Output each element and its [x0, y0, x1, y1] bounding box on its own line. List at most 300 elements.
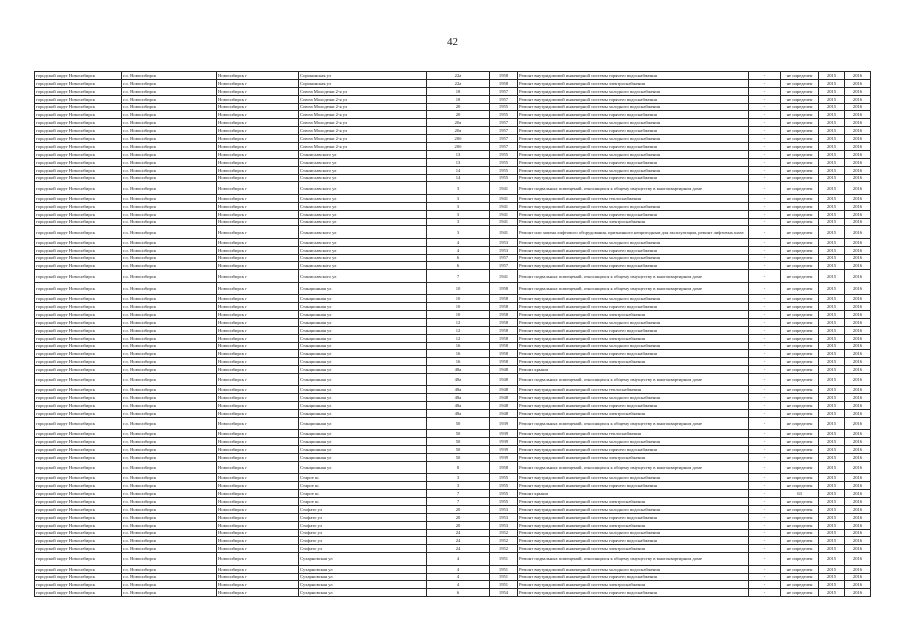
- end-year-cell: 2016: [845, 474, 871, 482]
- municipal-district-cell: городской округ Новосибирск: [35, 474, 122, 482]
- cost-cell: не определен: [781, 150, 819, 158]
- municipal-district-cell: городской округ Новосибирск: [35, 366, 122, 374]
- street-cell: Стофато ул: [299, 545, 427, 553]
- house-number-cell: 16: [427, 350, 490, 358]
- locality-cell: Новосибирск г: [217, 119, 299, 127]
- dash-cell: -: [749, 310, 781, 318]
- start-year-cell: 2015: [819, 87, 845, 95]
- municipal-district-cell: городской округ Новосибирск: [35, 150, 122, 158]
- start-year-cell: 2015: [819, 150, 845, 158]
- cost-cell: не определен: [781, 545, 819, 553]
- start-year-cell: 2015: [819, 553, 845, 565]
- locality-cell: Новосибирск г: [217, 482, 299, 490]
- cost-cell: не определен: [781, 342, 819, 350]
- municipal-district-cell: городской округ Новосибирск: [35, 174, 122, 182]
- end-year-cell: 2016: [845, 262, 871, 270]
- table-row: [35, 529, 871, 537]
- house-number-cell: 10: [427, 310, 490, 318]
- locality-cell: Новосибирск г: [217, 135, 299, 143]
- end-year-cell: 2016: [845, 505, 871, 513]
- end-year-cell: 2016: [845, 150, 871, 158]
- municipal-district-cell: городской округ Новосибирск: [35, 342, 122, 350]
- settlement-cell: г.о. Новосибирск: [122, 521, 217, 529]
- house-number-cell: 24: [427, 545, 490, 553]
- settlement-cell: г.о. Новосибирск: [122, 573, 217, 581]
- build-year-cell: 1957: [490, 119, 518, 127]
- cost-cell: не определен: [781, 334, 819, 342]
- house-number-cell: 3: [427, 226, 490, 238]
- street-cell: Станиславского ул: [299, 254, 427, 262]
- table-row: [35, 254, 871, 262]
- table-row: [35, 111, 871, 119]
- work-type-cell: Ремонт или замена лифтового оборудования, признанного непригодным для эксплуатации, ремонт лифтовых шахт: [518, 226, 749, 238]
- locality-cell: Новосибирск г: [217, 238, 299, 246]
- street-cell: Станционная ул: [299, 410, 427, 418]
- locality-cell: Новосибирск г: [217, 553, 299, 565]
- build-year-cell: 1955: [490, 490, 518, 498]
- dash-cell: -: [749, 513, 781, 521]
- build-year-cell: 1958: [490, 282, 518, 294]
- end-year-cell: 2016: [845, 446, 871, 454]
- end-year-cell: 2016: [845, 402, 871, 410]
- cost-cell: не определен: [781, 474, 819, 482]
- street-cell: Станиславского ул: [299, 174, 427, 182]
- house-number-cell: 50: [427, 418, 490, 430]
- table-row: [35, 374, 871, 386]
- work-type-cell: Ремонт внутридомовой инженерной системы электроснабжения: [518, 218, 749, 226]
- cost-cell: не определен: [781, 194, 819, 202]
- work-type-cell: Ремонт внутридомовой инженерной системы холодного водоснабжения: [518, 505, 749, 513]
- table-row: [35, 238, 871, 246]
- build-year-cell: 1941: [490, 226, 518, 238]
- start-year-cell: 2015: [819, 521, 845, 529]
- end-year-cell: 2016: [845, 461, 871, 473]
- dash-cell: -: [749, 303, 781, 311]
- start-year-cell: 2015: [819, 262, 845, 270]
- municipal-district-cell: городской округ Новосибирск: [35, 386, 122, 394]
- work-type-cell: Ремонт внутридомовой инженерной системы холодного водоснабжения: [518, 238, 749, 246]
- start-year-cell: 2015: [819, 474, 845, 482]
- table-row: [35, 454, 871, 462]
- house-number-cell: 20: [427, 521, 490, 529]
- municipal-district-cell: городской округ Новосибирск: [35, 194, 122, 202]
- table-row: [35, 150, 871, 158]
- street-cell: Станиславского ул: [299, 202, 427, 210]
- start-year-cell: 2015: [819, 282, 845, 294]
- municipal-district-cell: городской округ Новосибирск: [35, 505, 122, 513]
- house-number-cell: 13: [427, 150, 490, 158]
- table-row: [35, 402, 871, 410]
- work-type-cell: Ремонт внутридомовой инженерной системы теплоснабжения: [518, 430, 749, 438]
- house-number-cell: 50: [427, 438, 490, 446]
- house-number-cell: 16: [427, 358, 490, 366]
- cost-cell: не определен: [781, 202, 819, 210]
- house-number-cell: 48а: [427, 410, 490, 418]
- table-row: [35, 430, 871, 438]
- locality-cell: Новосибирск г: [217, 573, 299, 581]
- municipal-district-cell: городской округ Новосибирск: [35, 262, 122, 270]
- dash-cell: -: [749, 326, 781, 334]
- dash-cell: -: [749, 394, 781, 402]
- municipal-district-cell: городской округ Новосибирск: [35, 270, 122, 282]
- settlement-cell: г.о. Новосибирск: [122, 303, 217, 311]
- build-year-cell: 1953: [490, 505, 518, 513]
- street-cell: Станционная ул: [299, 318, 427, 326]
- build-year-cell: 1939: [490, 438, 518, 446]
- capital-repair-table: [34, 71, 871, 597]
- house-number-cell: 20б: [427, 143, 490, 151]
- end-year-cell: 2016: [845, 366, 871, 374]
- dash-cell: -: [749, 174, 781, 182]
- dash-cell: -: [749, 95, 781, 103]
- street-cell: Станционная ул: [299, 374, 427, 386]
- settlement-cell: г.о. Новосибирск: [122, 505, 217, 513]
- start-year-cell: 2015: [819, 119, 845, 127]
- start-year-cell: 2015: [819, 342, 845, 350]
- dash-cell: -: [749, 202, 781, 210]
- locality-cell: Новосибирск г: [217, 418, 299, 430]
- work-type-cell: Ремонт внутридомовой инженерной системы электроснабжения: [518, 454, 749, 462]
- street-cell: Станционная ул: [299, 430, 427, 438]
- locality-cell: Новосибирск г: [217, 581, 299, 589]
- street-cell: Станционная ул: [299, 334, 427, 342]
- start-year-cell: 2015: [819, 254, 845, 262]
- street-cell: Станционная ул: [299, 438, 427, 446]
- street-cell: Сухарновская ул: [299, 553, 427, 565]
- start-year-cell: 2015: [819, 174, 845, 182]
- locality-cell: Новосибирск г: [217, 166, 299, 174]
- build-year-cell: 1958: [490, 318, 518, 326]
- locality-cell: Новосибирск г: [217, 254, 299, 262]
- house-number-cell: 10: [427, 295, 490, 303]
- build-year-cell: 1958: [490, 350, 518, 358]
- end-year-cell: 2016: [845, 103, 871, 111]
- build-year-cell: 1955: [490, 498, 518, 506]
- start-year-cell: 2015: [819, 394, 845, 402]
- build-year-cell: 1948: [490, 386, 518, 394]
- dash-cell: -: [749, 210, 781, 218]
- municipal-district-cell: городской округ Новосибирск: [35, 143, 122, 151]
- dash-cell: -: [749, 270, 781, 282]
- work-type-cell: Ремонт внутридомовой инженерной системы холодного водоснабжения: [518, 529, 749, 537]
- end-year-cell: 2016: [845, 410, 871, 418]
- end-year-cell: 2016: [845, 72, 871, 80]
- street-cell: Станиславского ул: [299, 218, 427, 226]
- municipal-district-cell: городской округ Новосибирск: [35, 589, 122, 597]
- start-year-cell: 2015: [819, 589, 845, 597]
- street-cell: Станиславского ул: [299, 166, 427, 174]
- table-row: [35, 342, 871, 350]
- work-type-cell: Ремонт внутридомовой инженерной системы холодного водоснабжения: [518, 318, 749, 326]
- build-year-cell: 1957: [490, 135, 518, 143]
- dash-cell: -: [749, 72, 781, 80]
- cost-cell: не определен: [781, 143, 819, 151]
- cost-cell: не определен: [781, 438, 819, 446]
- start-year-cell: 2015: [819, 182, 845, 194]
- build-year-cell: 1958: [490, 303, 518, 311]
- start-year-cell: 2015: [819, 386, 845, 394]
- dash-cell: -: [749, 529, 781, 537]
- house-number-cell: 20: [427, 111, 490, 119]
- house-number-cell: 4: [427, 581, 490, 589]
- start-year-cell: 2015: [819, 226, 845, 238]
- locality-cell: Новосибирск г: [217, 318, 299, 326]
- start-year-cell: 2015: [819, 95, 845, 103]
- work-type-cell: Ремонт подвальных помещений, относящихся к общему имуществу в многоквартирном доме: [518, 418, 749, 430]
- end-year-cell: 2016: [845, 589, 871, 597]
- start-year-cell: 2015: [819, 238, 845, 246]
- settlement-cell: г.о. Новосибирск: [122, 218, 217, 226]
- house-number-cell: 20а: [427, 119, 490, 127]
- work-type-cell: Ремонт внутридомовой инженерной системы горячего водоснабжения: [518, 127, 749, 135]
- municipal-district-cell: городской округ Новосибирск: [35, 513, 122, 521]
- cost-cell: не определен: [781, 238, 819, 246]
- build-year-cell: 1948: [490, 402, 518, 410]
- cost-cell: не определен: [781, 418, 819, 430]
- table-row: [35, 438, 871, 446]
- locality-cell: Новосибирск г: [217, 103, 299, 111]
- work-type-cell: Ремонт внутридомовой инженерной системы холодного водоснабжения: [518, 135, 749, 143]
- build-year-cell: 1957: [490, 95, 518, 103]
- cost-cell: не определен: [781, 573, 819, 581]
- locality-cell: Новосибирск г: [217, 461, 299, 473]
- start-year-cell: 2015: [819, 402, 845, 410]
- municipal-district-cell: городской округ Новосибирск: [35, 79, 122, 87]
- dash-cell: -: [749, 573, 781, 581]
- municipal-district-cell: городской округ Новосибирск: [35, 95, 122, 103]
- end-year-cell: 2016: [845, 565, 871, 573]
- cost-cell: не определен: [781, 174, 819, 182]
- start-year-cell: 2015: [819, 498, 845, 506]
- street-cell: Станиславского ул: [299, 262, 427, 270]
- locality-cell: Новосибирск г: [217, 246, 299, 254]
- table-body: [35, 72, 871, 597]
- end-year-cell: 2016: [845, 513, 871, 521]
- end-year-cell: 2016: [845, 490, 871, 498]
- cost-cell: не определен: [781, 374, 819, 386]
- table-row: [35, 72, 871, 80]
- start-year-cell: 2015: [819, 461, 845, 473]
- start-year-cell: 2015: [819, 482, 845, 490]
- dash-cell: -: [749, 565, 781, 573]
- cost-cell: не определен: [781, 454, 819, 462]
- locality-cell: Новосибирск г: [217, 282, 299, 294]
- build-year-cell: 1955: [490, 103, 518, 111]
- settlement-cell: г.о. Новосибирск: [122, 350, 217, 358]
- table-row: [35, 366, 871, 374]
- street-cell: Сорокинская ул: [299, 79, 427, 87]
- build-year-cell: 1948: [490, 366, 518, 374]
- dash-cell: -: [749, 482, 781, 490]
- house-number-cell: 7: [427, 498, 490, 506]
- street-cell: Старое ш: [299, 474, 427, 482]
- cost-cell: не определен: [781, 310, 819, 318]
- start-year-cell: 2015: [819, 72, 845, 80]
- start-year-cell: 2015: [819, 194, 845, 202]
- house-number-cell: 14: [427, 166, 490, 174]
- street-cell: Сорокинская ул: [299, 72, 427, 80]
- dash-cell: -: [749, 461, 781, 473]
- street-cell: Союза Молодежи 2-я ул: [299, 103, 427, 111]
- municipal-district-cell: городской округ Новосибирск: [35, 430, 122, 438]
- build-year-cell: 1955: [490, 482, 518, 490]
- build-year-cell: 1952: [490, 537, 518, 545]
- work-type-cell: Ремонт внутридомовой инженерной системы электроснабжения: [518, 334, 749, 342]
- start-year-cell: 2015: [819, 246, 845, 254]
- dash-cell: -: [749, 318, 781, 326]
- street-cell: Станционная ул: [299, 446, 427, 454]
- municipal-district-cell: городской округ Новосибирск: [35, 103, 122, 111]
- work-type-cell: Ремонт внутридомовой инженерной системы электроснабжения: [518, 358, 749, 366]
- municipal-district-cell: городской округ Новосибирск: [35, 498, 122, 506]
- locality-cell: Новосибирск г: [217, 521, 299, 529]
- municipal-district-cell: городской округ Новосибирск: [35, 537, 122, 545]
- settlement-cell: г.о. Новосибирск: [122, 529, 217, 537]
- locality-cell: Новосибирск г: [217, 111, 299, 119]
- table-row: [35, 218, 871, 226]
- work-type-cell: Ремонт внутридомовой инженерной системы электроснабжения: [518, 581, 749, 589]
- end-year-cell: 2016: [845, 174, 871, 182]
- table-row: [35, 334, 871, 342]
- settlement-cell: г.о. Новосибирск: [122, 394, 217, 402]
- table-row: [35, 210, 871, 218]
- house-number-cell: 3: [427, 482, 490, 490]
- street-cell: Станционная ул: [299, 366, 427, 374]
- build-year-cell: 1953: [490, 521, 518, 529]
- end-year-cell: 2016: [845, 79, 871, 87]
- municipal-district-cell: городской округ Новосибирск: [35, 326, 122, 334]
- end-year-cell: 2016: [845, 119, 871, 127]
- build-year-cell: 1953: [490, 238, 518, 246]
- dash-cell: -: [749, 386, 781, 394]
- cost-cell: не определен: [781, 158, 819, 166]
- end-year-cell: 2016: [845, 374, 871, 386]
- house-number-cell: 4: [427, 553, 490, 565]
- settlement-cell: г.о. Новосибирск: [122, 79, 217, 87]
- work-type-cell: Ремонт внутридомовой инженерной системы холодного водоснабжения: [518, 254, 749, 262]
- street-cell: Союза Молодежи 2-я ул: [299, 95, 427, 103]
- build-year-cell: 1951: [490, 565, 518, 573]
- end-year-cell: 2016: [845, 529, 871, 537]
- work-type-cell: Ремонт внутридомовой инженерной системы горячего водоснабжения: [518, 402, 749, 410]
- cost-cell: не определен: [781, 498, 819, 506]
- build-year-cell: 1952: [490, 529, 518, 537]
- work-type-cell: Ремонт крыши: [518, 366, 749, 374]
- locality-cell: Новосибирск г: [217, 150, 299, 158]
- end-year-cell: 2016: [845, 553, 871, 565]
- dash-cell: -: [749, 226, 781, 238]
- end-year-cell: 2016: [845, 111, 871, 119]
- locality-cell: Новосибирск г: [217, 430, 299, 438]
- build-year-cell: 1955: [490, 158, 518, 166]
- house-number-cell: 13: [427, 158, 490, 166]
- dash-cell: -: [749, 350, 781, 358]
- settlement-cell: г.о. Новосибирск: [122, 135, 217, 143]
- start-year-cell: 2015: [819, 438, 845, 446]
- build-year-cell: 1958: [490, 334, 518, 342]
- house-number-cell: 4: [427, 573, 490, 581]
- settlement-cell: г.о. Новосибирск: [122, 158, 217, 166]
- house-number-cell: 22а: [427, 79, 490, 87]
- locality-cell: Новосибирск г: [217, 505, 299, 513]
- table-row: [35, 202, 871, 210]
- start-year-cell: 2015: [819, 581, 845, 589]
- cost-cell: не определен: [781, 303, 819, 311]
- street-cell: Станционная ул: [299, 342, 427, 350]
- locality-cell: Новосибирск г: [217, 210, 299, 218]
- street-cell: Старое ш: [299, 490, 427, 498]
- dash-cell: -: [749, 111, 781, 119]
- locality-cell: Новосибирск г: [217, 143, 299, 151]
- settlement-cell: г.о. Новосибирск: [122, 282, 217, 294]
- municipal-district-cell: городской округ Новосибирск: [35, 119, 122, 127]
- end-year-cell: 2016: [845, 482, 871, 490]
- street-cell: Сухарновская ул: [299, 581, 427, 589]
- start-year-cell: 2015: [819, 111, 845, 119]
- work-type-cell: Ремонт внутридомовой инженерной системы холодного водоснабжения: [518, 394, 749, 402]
- street-cell: Союза Молодежи 2-я ул: [299, 119, 427, 127]
- table-row: [35, 490, 871, 498]
- cost-cell: не определен: [781, 282, 819, 294]
- cost-cell: не определен: [781, 461, 819, 473]
- municipal-district-cell: городской округ Новосибирск: [35, 226, 122, 238]
- locality-cell: Новосибирск г: [217, 410, 299, 418]
- settlement-cell: г.о. Новосибирск: [122, 182, 217, 194]
- settlement-cell: г.о. Новосибирск: [122, 310, 217, 318]
- cost-cell: не определен: [781, 182, 819, 194]
- house-number-cell: 4: [427, 238, 490, 246]
- table-row: [35, 246, 871, 254]
- locality-cell: Новосибирск г: [217, 513, 299, 521]
- settlement-cell: г.о. Новосибирск: [122, 166, 217, 174]
- build-year-cell: 1941: [490, 270, 518, 282]
- cost-cell: не определен: [781, 565, 819, 573]
- cost-cell: не определен: [781, 166, 819, 174]
- start-year-cell: 2015: [819, 270, 845, 282]
- dash-cell: -: [749, 119, 781, 127]
- settlement-cell: г.о. Новосибирск: [122, 418, 217, 430]
- build-year-cell: 1939: [490, 454, 518, 462]
- dash-cell: -: [749, 334, 781, 342]
- cost-cell: не определен: [781, 430, 819, 438]
- table-row: [35, 194, 871, 202]
- cost-cell: не определен: [781, 482, 819, 490]
- house-number-cell: 4: [427, 246, 490, 254]
- start-year-cell: 2015: [819, 135, 845, 143]
- locality-cell: Новосибирск г: [217, 537, 299, 545]
- house-number-cell: 6: [427, 254, 490, 262]
- settlement-cell: г.о. Новосибирск: [122, 295, 217, 303]
- table-row: [35, 386, 871, 394]
- house-number-cell: 10: [427, 282, 490, 294]
- dash-cell: -: [749, 103, 781, 111]
- municipal-district-cell: городской округ Новосибирск: [35, 545, 122, 553]
- work-type-cell: Ремонт внутридомовой инженерной системы электроснабжения: [518, 310, 749, 318]
- municipal-district-cell: городской округ Новосибирск: [35, 402, 122, 410]
- municipal-district-cell: городской округ Новосибирск: [35, 446, 122, 454]
- build-year-cell: 1948: [490, 410, 518, 418]
- house-number-cell: 18: [427, 87, 490, 95]
- work-type-cell: Ремонт внутридомовой инженерной системы горячего водоснабжения: [518, 262, 749, 270]
- end-year-cell: 2016: [845, 143, 871, 151]
- build-year-cell: 1958: [490, 72, 518, 80]
- settlement-cell: г.о. Новосибирск: [122, 174, 217, 182]
- settlement-cell: г.о. Новосибирск: [122, 334, 217, 342]
- start-year-cell: 2015: [819, 350, 845, 358]
- dash-cell: -: [749, 521, 781, 529]
- work-type-cell: Ремонт внутридомовой инженерной системы холодного водоснабжения: [518, 166, 749, 174]
- table-row: [35, 270, 871, 282]
